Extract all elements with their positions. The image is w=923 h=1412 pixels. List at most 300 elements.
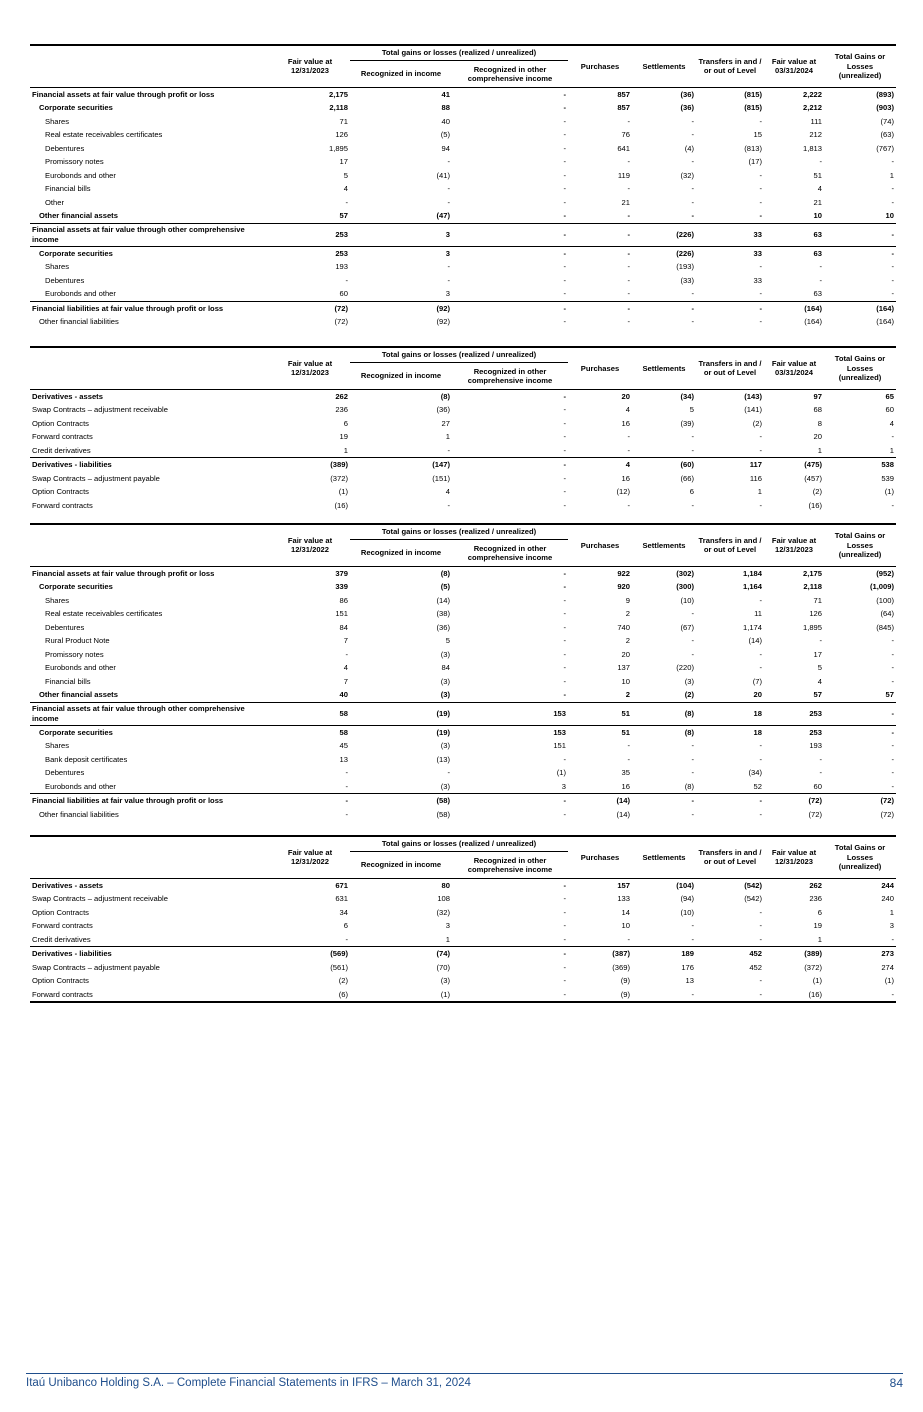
cell-value: (92)	[350, 301, 452, 315]
cell-value: (164)	[804, 317, 822, 326]
cell-value: (2)	[338, 976, 348, 985]
cell-value: (94)	[680, 894, 694, 903]
cell-value: (70)	[436, 962, 450, 972]
row-label: Swap Contracts – adjustment receivable	[32, 405, 168, 414]
header-fair-value-start: Fair value at 12/31/2023	[287, 56, 333, 76]
cell-value: -	[759, 170, 762, 180]
row-label: Financial assets at fair value through other comprehensive income	[30, 702, 270, 725]
cell-value: (903)	[876, 103, 894, 112]
cell-value: -	[345, 649, 348, 659]
cell-value: -	[632, 794, 696, 808]
header-settlements: Settlements	[642, 363, 686, 373]
cell-value: (104)	[676, 880, 694, 890]
row-label: Credit derivatives	[32, 445, 91, 455]
cell-value: (387)	[568, 947, 632, 961]
cell-value: -	[759, 432, 762, 441]
cell-value: 97	[813, 391, 822, 401]
cell-value: -	[447, 768, 450, 777]
header-fair-value-start: Fair value at 12/31/2022	[287, 847, 333, 867]
row-label: Eurobonds and other	[45, 289, 116, 298]
cell-value: (1)	[440, 989, 450, 999]
cell-value: (372)	[804, 962, 822, 972]
cell-value: 40	[339, 690, 348, 699]
cell-value: 10	[621, 921, 630, 930]
cell-value: 538	[824, 458, 896, 472]
cell-value: -	[819, 157, 822, 166]
cell-value: 212	[809, 130, 822, 139]
cell-value: -	[627, 157, 630, 166]
cell-value: 1,895	[328, 143, 348, 153]
table-row	[30, 947, 896, 961]
cell-value: 27	[441, 418, 450, 428]
cell-value: 193	[809, 741, 822, 750]
cell-value: (14)	[616, 809, 630, 819]
cell-value: 1	[445, 934, 450, 944]
cell-value: (2)	[684, 690, 694, 699]
cell-value: -	[563, 445, 566, 455]
cell-value: -	[891, 989, 894, 999]
header-total-gains-losses: Total Gains or Losses (unrealized)	[834, 354, 886, 382]
cell-value: (2)	[752, 418, 762, 428]
cell-value: 189	[632, 947, 696, 961]
fair-value-table-derivatives-2023	[30, 835, 896, 1003]
row-label: Credit derivatives	[32, 934, 91, 944]
cell-value: -	[345, 781, 348, 791]
cell-value: 84	[441, 663, 450, 672]
cell-value: -	[627, 262, 630, 271]
cell-value: (302)	[676, 568, 694, 578]
cell-value: 6	[689, 487, 694, 496]
cell-value: -	[447, 445, 450, 455]
table-row	[30, 430, 896, 444]
cell-value: 21	[813, 197, 822, 207]
cell-value: -	[691, 934, 694, 944]
cell-value: 631	[335, 894, 348, 903]
cell-value: 111	[810, 116, 822, 126]
table-row	[30, 566, 896, 580]
row-label: Financial bills	[45, 184, 91, 193]
cell-value: (6)	[338, 989, 348, 999]
cell-value: 262	[809, 880, 822, 890]
row-label: Real estate receivables certificates	[45, 609, 163, 618]
cell-value: (300)	[676, 582, 694, 591]
cell-value: -	[563, 130, 566, 139]
table-row	[30, 753, 896, 767]
cell-value: 19	[813, 921, 822, 930]
cell-value: (893)	[876, 89, 894, 99]
fair-value-table-assets-2024	[30, 44, 896, 329]
cell-value: 20	[753, 690, 762, 699]
table-row	[30, 648, 896, 662]
cell-value: (10)	[680, 595, 694, 605]
header-recognized-oci: Recognized in other comprehensive income	[467, 366, 553, 385]
cell-value: 14	[621, 907, 630, 917]
cell-value: 3	[561, 781, 566, 791]
cell-value: 1,184	[742, 568, 762, 578]
cell-value: 68	[813, 405, 822, 414]
cell-value: 2,118	[803, 582, 822, 591]
table-row	[30, 472, 896, 486]
cell-value: 1	[445, 432, 450, 441]
cell-value: 176	[681, 962, 694, 972]
header-recognized-oci: Recognized in other comprehensive income	[467, 543, 553, 562]
cell-value: (32)	[680, 170, 694, 180]
cell-value: -	[563, 197, 566, 207]
row-label: Eurobonds and other	[45, 781, 116, 791]
cell-value: -	[563, 649, 566, 659]
table-row	[30, 607, 896, 621]
cell-value: 3	[445, 921, 450, 930]
row-label: Financial assets at fair value through profit or loss	[32, 568, 215, 578]
cell-value: 108	[437, 894, 450, 903]
cell-value: 33	[696, 246, 764, 260]
cell-value: (17)	[748, 157, 762, 166]
cell-value: -	[345, 934, 348, 944]
cell-value: -	[759, 500, 762, 510]
cell-value: 1,895	[802, 622, 822, 632]
cell-value: 21	[621, 197, 630, 207]
table-row	[30, 878, 896, 892]
row-label: Bank deposit certificates	[45, 754, 128, 764]
cell-value: 153	[452, 725, 568, 739]
cell-value: 20	[621, 391, 630, 401]
cell-value: 45	[339, 741, 348, 750]
cell-value: (542)	[744, 880, 762, 890]
row-label: Shares	[45, 595, 70, 605]
cell-value: 76	[621, 130, 630, 139]
cell-value: 151	[553, 741, 566, 750]
header-recognized-income: Recognized in income	[360, 860, 442, 870]
row-label: Forward contracts	[32, 921, 93, 930]
cell-value: (220)	[676, 663, 694, 672]
cell-value: (9)	[620, 989, 630, 999]
cell-value: (92)	[436, 317, 450, 326]
table-row	[30, 209, 896, 223]
cell-value: -	[691, 500, 694, 510]
cell-value: -	[824, 246, 896, 260]
cell-value: 5	[445, 636, 450, 645]
row-label: Option Contracts	[32, 418, 89, 428]
header-transfers: Transfers in and / or out of Level	[698, 535, 762, 555]
cell-value: -	[819, 636, 822, 645]
cell-value: 7	[343, 636, 348, 645]
cell-value: (64)	[880, 609, 894, 618]
cell-value: (1)	[884, 976, 894, 985]
cell-value: 920	[617, 582, 630, 591]
cell-value: 57	[339, 211, 348, 220]
row-label: Financial liabilities at fair value through profit or loss	[30, 794, 270, 808]
cell-value: (561)	[330, 962, 348, 972]
cell-value: (67)	[680, 622, 694, 632]
cell-value: 51	[568, 702, 632, 725]
table-row	[30, 444, 896, 458]
cell-value: -	[824, 725, 896, 739]
header-total-gains-losses: Total Gains or Losses (unrealized)	[834, 52, 886, 80]
header-purchases: Purchases	[580, 540, 620, 550]
cell-value: 16	[621, 473, 630, 483]
cell-value: 6	[343, 921, 348, 930]
cell-value: 244	[881, 880, 894, 890]
table-row	[30, 675, 896, 689]
cell-value: -	[691, 317, 694, 326]
cell-value: 339	[335, 582, 348, 591]
cell-value: (952)	[876, 568, 894, 578]
cell-value: (226)	[632, 246, 696, 260]
table-row	[30, 87, 896, 101]
cell-value: -	[891, 768, 894, 777]
cell-value: 262	[335, 391, 348, 401]
cell-value: -	[819, 262, 822, 271]
cell-value: 379	[335, 568, 348, 578]
cell-value: 1,164	[742, 582, 762, 591]
cell-value: (569)	[270, 947, 350, 961]
cell-value: 11	[754, 609, 762, 618]
cell-value: -	[563, 609, 566, 618]
cell-value: -	[824, 702, 896, 725]
row-label: Derivatives - liabilities	[30, 458, 270, 472]
row-label: Forward contracts	[32, 989, 93, 999]
cell-value: (36)	[680, 103, 694, 112]
cell-value: -	[563, 989, 566, 999]
cell-value: 58	[270, 702, 350, 725]
cell-value: -	[563, 211, 566, 220]
cell-value: 13	[685, 976, 694, 985]
table-row	[30, 458, 896, 472]
row-label: Forward contracts	[32, 500, 93, 510]
table-row	[30, 988, 896, 1003]
cell-value: (72)	[808, 809, 822, 819]
cell-value: 240	[881, 894, 894, 903]
cell-value: 2,175	[328, 89, 348, 99]
cell-value: (164)	[876, 317, 894, 326]
row-label: Other financial liabilities	[39, 317, 119, 326]
cell-value: 16	[621, 781, 630, 791]
cell-value: (475)	[764, 458, 824, 472]
cell-value: -	[447, 184, 450, 193]
cell-value: (8)	[684, 781, 694, 791]
cell-value: 86	[339, 595, 348, 605]
cell-value: 88	[441, 103, 450, 112]
cell-value: 157	[617, 880, 630, 890]
cell-value: 63	[764, 223, 824, 246]
table-row	[30, 142, 896, 156]
cell-value: 1	[889, 907, 894, 917]
header-fair-value-end: Fair value at 12/31/2023	[771, 535, 817, 555]
cell-value: -	[691, 197, 694, 207]
cell-value: -	[447, 275, 450, 285]
cell-value: 7	[343, 676, 348, 686]
cell-value: -	[452, 947, 568, 961]
row-label: Debentures	[45, 143, 85, 153]
cell-value: (39)	[680, 418, 694, 428]
cell-value: 41	[441, 89, 450, 99]
header-fair-value-end: Fair value at 03/31/2024	[771, 56, 817, 76]
cell-value: 133	[617, 894, 630, 903]
cell-value: -	[563, 663, 566, 672]
table-row	[30, 417, 896, 431]
row-label: Rural Product Note	[45, 636, 110, 645]
table-row	[30, 961, 896, 975]
cell-value: -	[759, 809, 762, 819]
cell-value: 5	[343, 170, 348, 180]
cell-value: -	[759, 211, 762, 220]
cell-value: 1	[817, 445, 822, 455]
cell-value: 10	[813, 211, 822, 220]
cell-value: -	[691, 649, 694, 659]
header-recognized-oci: Recognized in other comprehensive income	[467, 855, 553, 874]
cell-value: -	[759, 649, 762, 659]
cell-value: (8)	[440, 568, 450, 578]
cell-value: (16)	[808, 500, 822, 510]
cell-value: -	[627, 211, 630, 220]
table-row	[30, 128, 896, 142]
header-gains-group: Total gains or losses (realized / unrealized)	[350, 347, 568, 362]
table-row	[30, 974, 896, 988]
table-row	[30, 634, 896, 648]
table-row	[30, 780, 896, 794]
cell-value: 1	[889, 170, 894, 180]
header-gains-group: Total gains or losses (realized / unrealized)	[350, 524, 568, 539]
header-purchases: Purchases	[580, 852, 620, 862]
cell-value: (36)	[436, 622, 450, 632]
cell-value: (815)	[744, 89, 762, 99]
row-label: Financial assets at fair value through profit or loss	[32, 89, 215, 99]
table-row	[30, 301, 896, 315]
row-label: Derivatives - assets	[32, 391, 103, 401]
cell-value: (7)	[752, 676, 762, 686]
cell-value: (1)	[338, 487, 348, 496]
table-row	[30, 892, 896, 906]
cell-value: -	[627, 116, 630, 126]
cell-value: 117	[696, 458, 764, 472]
cell-value: 1,174	[742, 622, 762, 632]
cell-value: (767)	[876, 143, 894, 153]
table-row	[30, 906, 896, 920]
cell-value: -	[632, 301, 696, 315]
cell-value: 4	[568, 458, 632, 472]
row-label: Financial assets at fair value through other comprehensive income	[30, 223, 270, 246]
cell-value: -	[452, 458, 568, 472]
table-row	[30, 155, 896, 169]
cell-value: (63)	[880, 130, 894, 139]
row-label: Swap Contracts – adjustment payable	[32, 473, 160, 483]
cell-value: -	[691, 921, 694, 930]
cell-value: (3)	[440, 781, 450, 791]
cell-value: 6	[343, 418, 348, 428]
cell-value: -	[345, 275, 348, 285]
cell-value: -	[891, 432, 894, 441]
cell-value: 8	[817, 418, 822, 428]
cell-value: (8)	[632, 725, 696, 739]
cell-value: 137	[617, 663, 630, 672]
cell-value: 18	[696, 725, 764, 739]
cell-value: (19)	[350, 702, 452, 725]
cell-value: (14)	[436, 595, 450, 605]
cell-value: 18	[696, 702, 764, 725]
cell-value: -	[759, 595, 762, 605]
cell-value: (1)	[812, 976, 822, 985]
cell-value: -	[563, 487, 566, 496]
row-label: Shares	[45, 262, 70, 271]
cell-value: -	[563, 103, 566, 112]
header-blank	[30, 524, 270, 566]
cell-value: -	[447, 262, 450, 271]
cell-value: (141)	[744, 405, 762, 414]
cell-value: 857	[617, 103, 630, 112]
cell-value: (14)	[568, 794, 632, 808]
row-label: Corporate securities	[30, 725, 270, 739]
cell-value: -	[563, 500, 566, 510]
table-row	[30, 315, 896, 329]
cell-value: -	[759, 197, 762, 207]
cell-value: 151	[335, 609, 348, 618]
cell-value: -	[891, 184, 894, 193]
cell-value: 253	[764, 702, 824, 725]
cell-value: -	[819, 754, 822, 764]
row-label: Eurobonds and other	[45, 170, 116, 180]
cell-value: 4	[817, 184, 822, 193]
header-blank	[30, 836, 270, 878]
cell-value: -	[691, 809, 694, 819]
cell-value: 71	[339, 116, 348, 126]
cell-value: (72)	[334, 317, 348, 326]
cell-value: -	[563, 934, 566, 944]
cell-value: (3)	[684, 676, 694, 686]
table-row	[30, 725, 896, 739]
cell-value: 58	[270, 725, 350, 739]
cell-value: -	[691, 157, 694, 166]
header-purchases: Purchases	[580, 363, 620, 373]
row-label: Corporate securities	[39, 103, 113, 112]
cell-value: (32)	[436, 907, 450, 917]
cell-value: 2,175	[802, 568, 822, 578]
cell-value: -	[563, 582, 566, 591]
cell-value: -	[563, 432, 566, 441]
cell-value: (74)	[880, 116, 894, 126]
cell-value: 1	[343, 445, 348, 455]
cell-value: 3	[445, 289, 450, 298]
cell-value: -	[891, 754, 894, 764]
cell-value: 857	[617, 89, 630, 99]
cell-value: 1	[889, 445, 894, 455]
cell-value: (164)	[764, 301, 824, 315]
row-label: Financial liabilities at fair value through profit or loss	[30, 301, 270, 315]
cell-value: 2,118	[329, 103, 348, 112]
cell-value: 2	[625, 636, 630, 645]
cell-value: 52	[753, 781, 762, 791]
header-recognized-income: Recognized in income	[360, 69, 442, 79]
cell-value: (3)	[440, 676, 450, 686]
row-label: Swap Contracts – adjustment receivable	[32, 894, 168, 903]
cell-value: -	[759, 907, 762, 917]
cell-value: (33)	[680, 275, 694, 285]
table-row	[30, 739, 896, 753]
cell-value: 35	[621, 768, 630, 777]
cell-value: 1,813	[802, 143, 822, 153]
cell-value: 4	[817, 676, 822, 686]
cell-value: (193)	[676, 262, 694, 271]
table-row	[30, 389, 896, 403]
cell-value: 4	[343, 184, 348, 193]
table-row	[30, 115, 896, 129]
table-row	[30, 794, 896, 808]
cell-value: (72)	[270, 301, 350, 315]
cell-value: (151)	[432, 473, 450, 483]
fair-value-table-assets-2023	[30, 523, 896, 821]
cell-value: (845)	[876, 622, 894, 632]
cell-value: 5	[689, 405, 694, 414]
cell-value: -	[563, 317, 566, 326]
